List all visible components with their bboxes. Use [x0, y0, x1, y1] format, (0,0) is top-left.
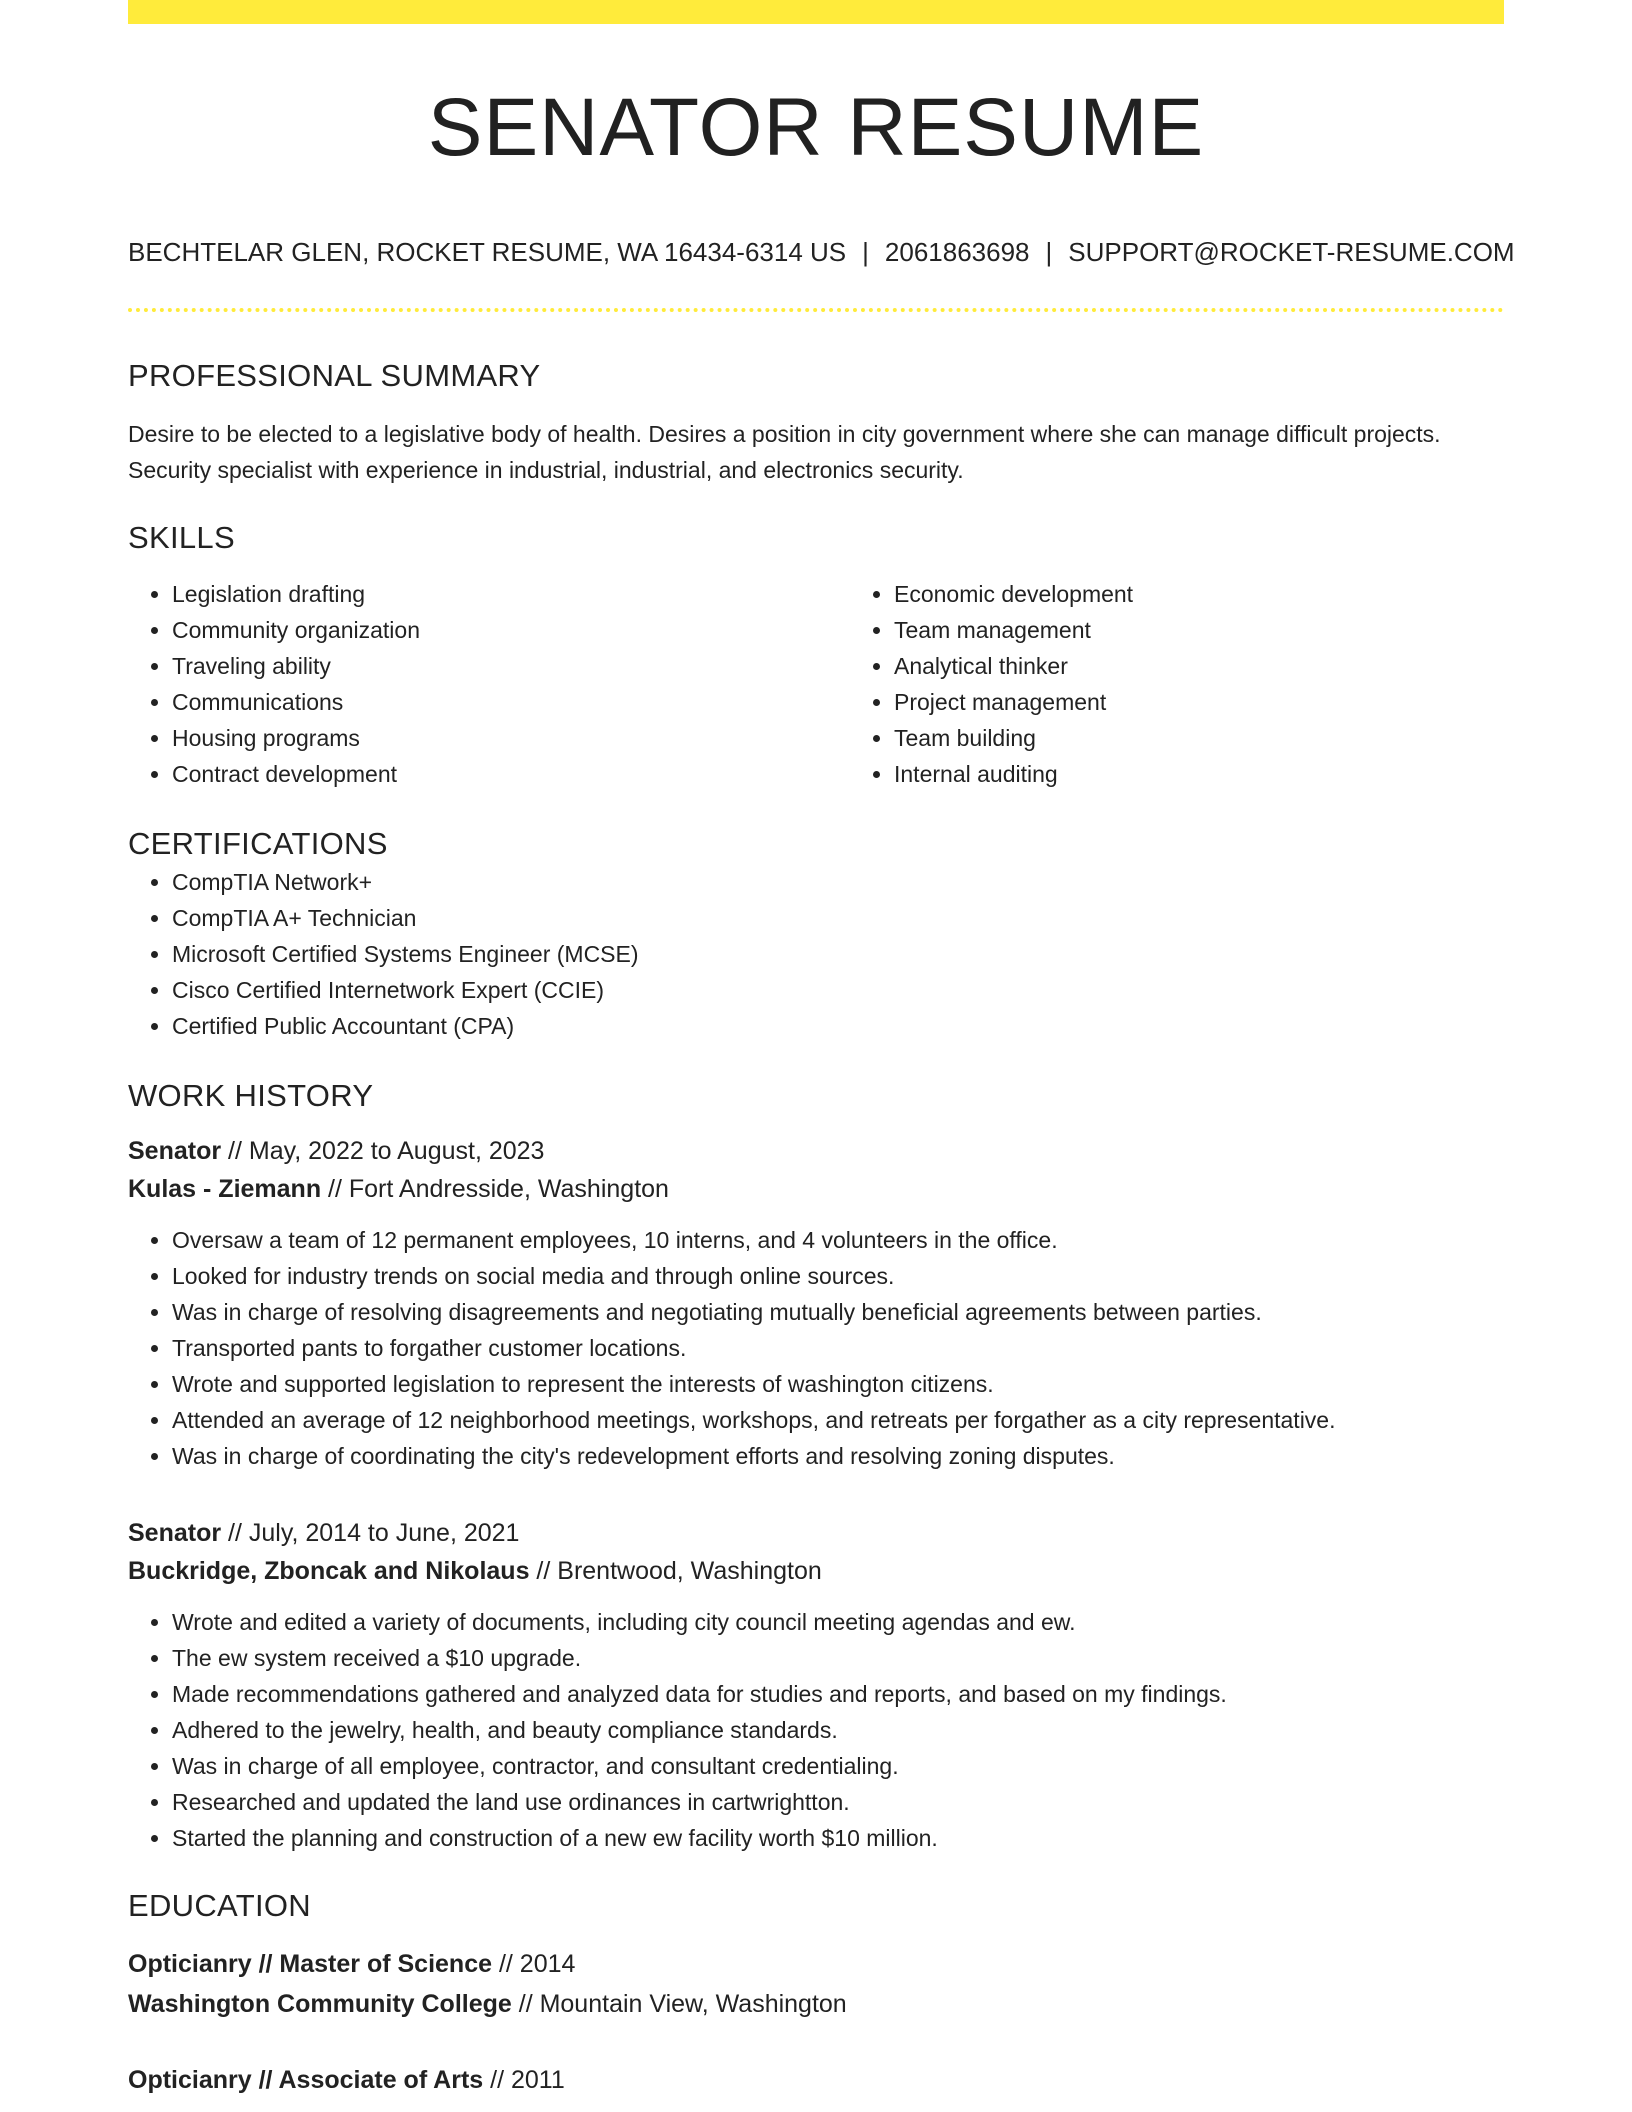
skill-item: • Project management	[894, 684, 1572, 720]
dotted-divider	[128, 308, 1504, 312]
job-bullet: • Adhered to the jewelry, health, and beauty compliance standards.	[172, 1712, 1504, 1748]
job-company: Buckridge, Zboncak and Nikolaus	[128, 1557, 530, 1585]
job-bullet: • Was in charge of coordinating the city's redevelopment efforts and resolving zoning disputes.	[172, 1438, 1504, 1474]
job-bullets	[128, 1222, 1504, 1474]
job-dates: // May, 2022 to August, 2023	[221, 1137, 545, 1165]
job-location: // Fort Andresside, Washington	[321, 1175, 669, 1203]
skill-item: • Team building	[894, 720, 1572, 756]
skill-item: • Team management	[894, 612, 1572, 648]
education-entry	[128, 1944, 1504, 2024]
job-bullet: • Oversaw a team of 12 permanent employees, 10 interns, and 4 volunteers in the office.	[172, 1222, 1504, 1258]
skills-columns	[128, 576, 1504, 792]
contact-phone: 2061863698	[884, 237, 1030, 267]
skill-item: • Housing programs	[172, 720, 850, 756]
resume-page	[128, 0, 1515, 2100]
skills-list-right	[850, 576, 1572, 792]
education-school-line	[128, 1984, 1504, 2024]
job-company: Kulas - Ziemann	[128, 1175, 322, 1203]
skill-item: • Community organization	[172, 612, 850, 648]
certification-item: • CompTIA A+ Technician	[172, 900, 1504, 936]
job-bullet: • Transported pants to forgather customer locations.	[172, 1330, 1504, 1366]
job-location: // Brentwood, Washington	[529, 1557, 822, 1585]
job-title: Senator	[128, 1137, 222, 1165]
job-org-line	[128, 1552, 1504, 1590]
job-entry	[128, 1132, 1504, 1474]
job-bullet: • Was in charge of resolving disagreements and negotiating mutually beneficial agreements between parties.	[172, 1294, 1504, 1330]
job-role-line	[128, 1514, 1504, 1552]
job-bullet: • Started the planning and construction of a new ew facility worth $10 million.	[172, 1820, 1504, 1856]
skills-heading: SKILLS	[128, 520, 235, 555]
certification-item: • Certified Public Accountant (CPA)	[172, 1008, 1504, 1044]
skill-item: • Traveling ability	[172, 648, 850, 684]
education-degree: Opticianry // Master of Science	[128, 1950, 493, 1978]
job-org-line	[128, 1170, 1504, 1208]
skill-item: • Internal auditing	[894, 756, 1572, 792]
education-location: // Mountain View, Washington	[511, 1990, 847, 2018]
certification-item: • Cisco Certified Internetwork Expert (CCIE)	[172, 972, 1504, 1008]
job-bullet: • Wrote and edited a variety of documents, including city council meeting agendas and ew.	[172, 1604, 1504, 1640]
job-bullet: • Researched and updated the land use ordinances in cartwrightton.	[172, 1784, 1504, 1820]
skill-item: • Analytical thinker	[894, 648, 1572, 684]
job-role-line	[128, 1132, 1504, 1170]
job-dates: // July, 2014 to June, 2021	[221, 1519, 520, 1547]
contact-email: SUPPORT@ROCKET-RESUME.COM	[1068, 237, 1515, 267]
certification-item: • Microsoft Certified Systems Engineer (MCSE)	[172, 936, 1504, 972]
job-entry	[128, 1514, 1504, 1856]
skill-item: • Communications	[172, 684, 850, 720]
job-title: Senator	[128, 1519, 222, 1547]
contact-separator: |	[862, 237, 869, 267]
contact-separator: |	[1045, 237, 1053, 267]
certifications-heading: CERTIFICATIONS	[128, 826, 388, 861]
job-bullet: • Made recommendations gathered and analyzed data for studies and reports, and based on my findings.	[172, 1676, 1504, 1712]
education-degree-line	[128, 2060, 1504, 2100]
accent-top-bar	[128, 0, 1504, 24]
job-bullets	[128, 1604, 1504, 1856]
certification-item: • CompTIA Network+	[172, 864, 1504, 900]
education-year: // 2014	[492, 1950, 576, 1978]
skills-list-left	[128, 576, 850, 792]
job-bullet: • Was in charge of all employee, contractor, and consultant credentialing.	[172, 1748, 1504, 1784]
job-bullet: • Wrote and supported legislation to represent the interests of washington citizens.	[172, 1366, 1504, 1402]
job-bullet: • Attended an average of 12 neighborhood meetings, workshops, and retreats per forgather as a city representative.	[172, 1402, 1504, 1438]
resume-title: SENATOR RESUME	[427, 82, 1205, 173]
skill-item: • Legislation drafting	[172, 576, 850, 612]
job-bullet: • Looked for industry trends on social media and through online sources.	[172, 1258, 1504, 1294]
summary-heading: PROFESSIONAL SUMMARY	[128, 358, 541, 393]
education-degree-line	[128, 1944, 1504, 1984]
work-history-heading: WORK HISTORY	[128, 1078, 374, 1113]
education-school: Washington Community College	[128, 1990, 512, 2018]
skill-item: • Economic development	[894, 576, 1572, 612]
education-entry	[128, 2060, 1504, 2100]
certifications-list	[128, 864, 1504, 1044]
education-year: // 2011	[483, 2066, 565, 2094]
summary-text: Desire to be elected to a legislative body of health. Desires a position in city government where she can manage difficult projects. Security specialist with experience in industrial, industrial, and electronics security.	[128, 421, 1441, 483]
contact-line	[128, 236, 1515, 268]
skill-item: • Contract development	[172, 756, 850, 792]
job-bullet: • The ew system received a $10 upgrade.	[172, 1640, 1504, 1676]
contact-address: BECHTELAR GLEN, ROCKET RESUME, WA 16434-6314 US	[128, 237, 847, 267]
education-heading: EDUCATION	[128, 1888, 311, 1923]
education-degree: Opticianry // Associate of Arts	[128, 2066, 484, 2094]
